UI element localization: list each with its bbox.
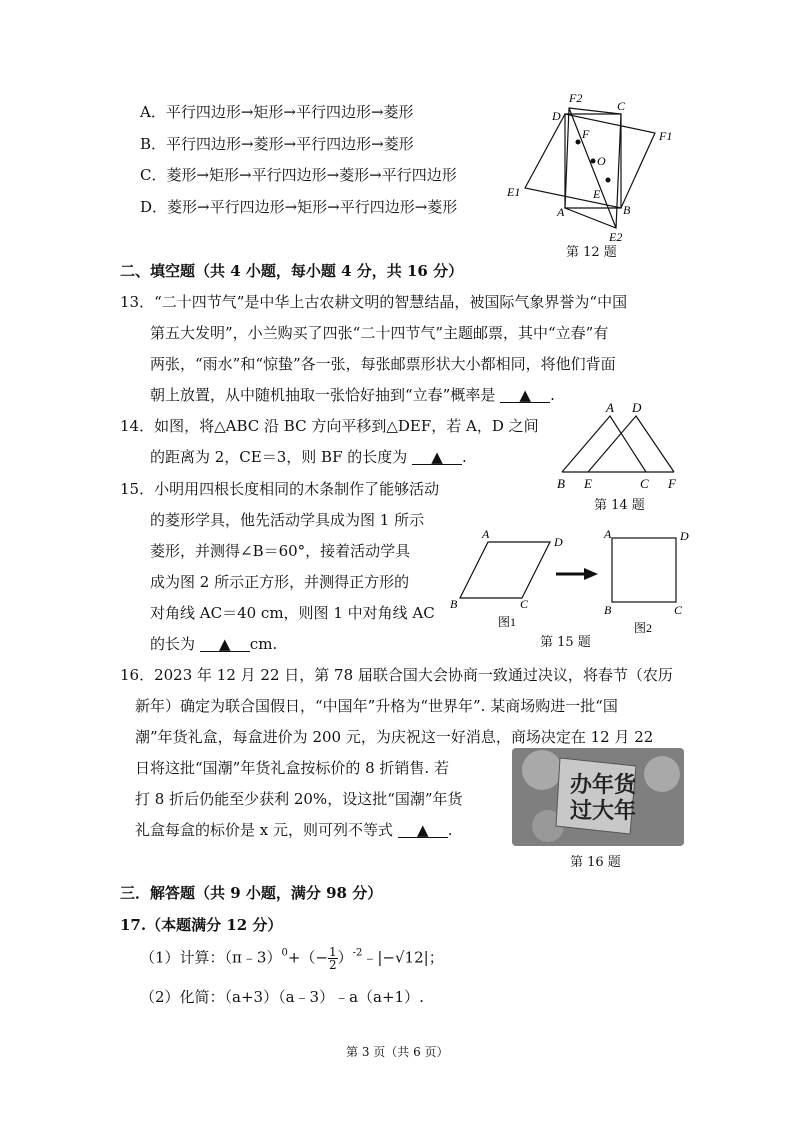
- q17-part-1: [140, 946, 444, 971]
- q15-line-6-text: 的长为: [150, 635, 196, 653]
- q16-image-text-1: 办年货: [570, 772, 637, 797]
- q16-end: .: [447, 821, 453, 839]
- q12-label-e: E: [593, 187, 601, 201]
- q16-line-5: 打 8 折后仍能至少获利 20%，设这批“国潮”年货: [135, 790, 463, 808]
- q14-label-d: D: [632, 400, 642, 415]
- q13-line-3: 两张，“雨水”和“惊蛰”各一张，每张邮票形状大小都相同，将他们背面: [150, 355, 616, 373]
- q15-rhombus: [460, 542, 550, 598]
- q17-plus: +（−: [287, 948, 328, 967]
- q14-triangle-abc: [562, 416, 646, 472]
- q14-caption: 第 14 题: [594, 498, 645, 513]
- q13-answer-blank: ▲: [500, 388, 550, 403]
- q16-line-1: 16．2023 年 12 月 22 日，第 78 届联合国大会协商一致通过决议，将春节（农历: [120, 666, 673, 684]
- q15-fig1-label-b: B: [450, 597, 458, 611]
- q14-answer-blank: ▲: [412, 450, 462, 465]
- q12-label-b: B: [623, 203, 631, 217]
- q15-fig2-label-a: A: [604, 527, 612, 541]
- q12-label-o: O: [597, 154, 606, 168]
- q13-line-4-text: 朝上放置，从中随机抽取一张恰好抽到“立春”概率是: [150, 386, 496, 404]
- q15-line-5: 对角线 AC＝40 cm，则图 1 中对角线 AC: [150, 604, 435, 622]
- q14-label-f: F: [668, 476, 676, 491]
- q14-line-1: 14．如图，将△ABC 沿 BC 方向平移到△DEF，若 A，D 之间: [120, 417, 539, 435]
- section2-heading: 二、填空题（共 4 小题，每小题 4 分，共 16 分）: [120, 262, 464, 280]
- q17-exponent-neg2: -2: [352, 947, 363, 959]
- q15-square: [612, 538, 676, 602]
- q15-line-1: 15．小明用四根长度相同的木条制作了能够活动: [120, 480, 440, 498]
- q15-fig1-caption: 图1: [498, 615, 517, 629]
- q16-line-6-text: 礼盒每盒的标价是 x 元，则可列不等式: [135, 821, 393, 839]
- q15-line-4: 成为图 2 所示正方形，并测得正方形的: [150, 573, 410, 591]
- q12-label-e1: E1: [507, 185, 521, 199]
- q13-end: .: [550, 386, 555, 404]
- q16-line-4: 日将这批“国潮”年货礼盒按标价的 8 折销售. 若: [135, 759, 449, 777]
- q17-part-2: （2）化简：（a+3）（a﹣3）﹣a（a+1）.: [140, 988, 424, 1006]
- q16-image-text-2: 过大年: [570, 798, 637, 823]
- q15-answer-blank: ▲: [200, 637, 250, 652]
- q17-title: 17.（本题满分 12 分）: [120, 916, 283, 934]
- q12-label-f2: F2: [569, 91, 583, 105]
- q12-label-a: A: [557, 205, 565, 219]
- q16-image-art: [512, 748, 684, 846]
- q16-caption: 第 16 题: [570, 855, 621, 870]
- q15-line-2: 的菱形学具，他先活动学具成为图 1 所示: [150, 511, 425, 529]
- q14-figure: [552, 400, 682, 492]
- q13-line-4: [150, 384, 555, 405]
- q13-line-1: 13．“二十四节气”是中华上古农耕文明的智慧结晶，被国际气象界誉为“中国: [120, 293, 628, 311]
- q14-label-c: C: [640, 476, 649, 491]
- page-footer: 第 3 页（共 6 页）: [346, 1045, 449, 1059]
- q17-part-1-rest: ﹣|−√12|；: [362, 948, 444, 967]
- q15-fig2-label-d: D: [680, 529, 689, 543]
- q17-close: ）: [337, 948, 353, 967]
- q12-figure: [505, 88, 690, 243]
- q15-figure: [448, 526, 696, 638]
- q12-label-e2: E2: [609, 230, 623, 243]
- q14-end: .: [462, 448, 467, 466]
- q16-answer-blank: ▲: [398, 823, 448, 838]
- q14-triangle-def: [588, 416, 674, 472]
- q14-label-e: E: [584, 476, 592, 491]
- q13-line-2: 第五大发明”，小兰购买了四张“二十四节气”主题邮票，其中“立春”有: [150, 324, 609, 342]
- q16-image: [512, 748, 684, 846]
- q15-fig2-label-c: C: [674, 603, 683, 617]
- q15-fig2-caption: 图2: [634, 621, 653, 635]
- q12-label-c: C: [617, 99, 626, 113]
- q12-label-f: F: [582, 127, 590, 141]
- q12-diagonal: [569, 108, 616, 228]
- q17-fraction-den: 2: [328, 958, 337, 972]
- q12-option-d: D．菱形→平行四边形→矩形→平行四边形→菱形: [140, 198, 458, 216]
- q12-point-o: [591, 159, 596, 164]
- q12-option-a: A．平行四边形→矩形→平行四边形→菱形: [140, 103, 414, 121]
- q16-line-6: [135, 819, 453, 840]
- q17-fraction-num: 1: [328, 945, 337, 959]
- q12-caption: 第 12 题: [566, 245, 617, 260]
- q12-label-d: D: [552, 109, 561, 123]
- q15-arrow-head: [584, 568, 598, 580]
- q15-fig1-label-d: D: [554, 535, 563, 549]
- q12-option-b: B．平行四边形→菱形→平行四边形→菱形: [140, 135, 414, 153]
- q15-unit: cm.: [249, 635, 278, 653]
- q15-line-3: 菱形，并测得∠B＝60°，接着活动学具: [150, 542, 411, 560]
- q14-line-2-text: 的距离为 2，CE＝3，则 BF 的长度为: [150, 448, 408, 466]
- q17-part-1-prefix: （1）计算：（π﹣3）: [140, 948, 282, 967]
- q16-line-3: 潮”年货礼盒，每盒进价为 200 元，为庆祝这一好消息，商场决定在 12 月 22: [135, 728, 654, 746]
- q17-fraction: [328, 946, 338, 971]
- q12-label-f1: F1: [659, 129, 673, 143]
- q12-point-e: [606, 178, 611, 183]
- q12-option-c: C．菱形→矩形→平行四边形→菱形→平行四边形: [140, 166, 457, 184]
- q14-label-b: B: [557, 476, 565, 491]
- q16-image-dragon-left: [522, 750, 562, 790]
- q12-point-f: [576, 140, 581, 145]
- q16-line-2: 新年）确定为联合国假日，“中国年”升格为“世界年”. 某商场购进一批“国: [135, 697, 618, 715]
- q15-line-6: [150, 633, 277, 654]
- q15-fig1-label-c: C: [520, 597, 529, 611]
- q16-image-dragon-right: [644, 756, 680, 792]
- q15-fig2-label-b: B: [604, 603, 612, 617]
- q15-caption: 第 15 题: [540, 635, 591, 650]
- section3-heading: 三．解答题（共 9 小题，满分 98 分）: [120, 884, 383, 902]
- q14-line-2: [150, 446, 467, 467]
- q14-label-a: A: [606, 400, 614, 415]
- q15-fig1-label-a: A: [482, 527, 490, 541]
- q17-exponent-0: 0: [281, 947, 288, 959]
